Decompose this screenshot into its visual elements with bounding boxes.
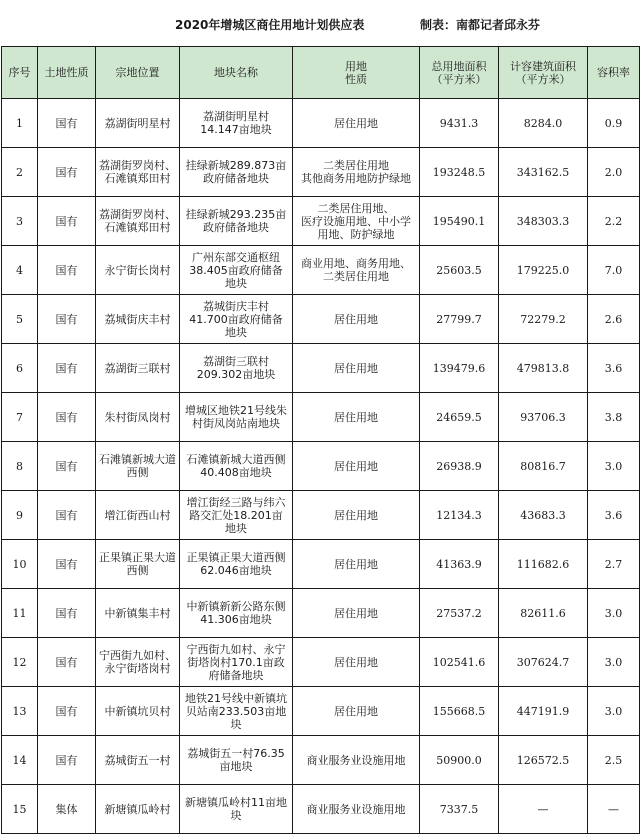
parcel-name-cell: 挂绿新城293.235亩 政府储备地块 — [180, 197, 293, 246]
floor-area-cell: — — [499, 785, 588, 834]
parcel-name-cell: 荔湖街三联村 209.302亩地块 — [180, 344, 293, 393]
parcel-location-cell: 荔城街五一村 — [96, 736, 180, 785]
land-use-cell: 居住用地 — [293, 491, 420, 540]
parcel-name-cell: 石滩镇新城大道西侧 40.408亩地块 — [180, 442, 293, 491]
table-row — [2, 344, 640, 393]
parcel-name-cell: 荔城街庆丰村 41.700亩政府储备 地块 — [180, 295, 293, 344]
table-row — [2, 148, 640, 197]
plot-ratio-cell: 3.0 — [588, 442, 640, 491]
floor-area-cell: 479813.8 — [499, 344, 588, 393]
table-row — [2, 687, 640, 736]
floor-area-cell: 43683.3 — [499, 491, 588, 540]
total-area-cell: 27537.2 — [420, 589, 499, 638]
row-number-cell: 12 — [2, 638, 38, 687]
land-nature-cell: 国有 — [38, 736, 96, 785]
table-row — [2, 99, 640, 148]
land-use-cell: 商业服务业设施用地 — [293, 736, 420, 785]
plot-ratio-cell: 3.0 — [588, 589, 640, 638]
parcel-name-cell: 宁西街九如村、永宁 街塔岗村170.1亩政 府储备地块 — [180, 638, 293, 687]
row-number-cell: 9 — [2, 491, 38, 540]
parcel-name-cell: 增城区地铁21号线朱 村街凤岗站南地块 — [180, 393, 293, 442]
land-use-cell: 居住用地 — [293, 344, 420, 393]
land-nature-cell: 国有 — [38, 491, 96, 540]
row-number-cell: 13 — [2, 687, 38, 736]
column-header: 容积率 — [588, 47, 640, 99]
row-number-cell: 11 — [2, 589, 38, 638]
land-use-cell: 二类居住用地 其他商务用地防护绿地 — [293, 148, 420, 197]
floor-area-cell: 447191.9 — [499, 687, 588, 736]
total-area-cell: 195490.1 — [420, 197, 499, 246]
table-row — [2, 638, 640, 687]
total-area-cell: 102541.6 — [420, 638, 499, 687]
floor-area-cell: 348303.3 — [499, 197, 588, 246]
total-area-cell: 50900.0 — [420, 736, 499, 785]
plot-ratio-cell: 2.0 — [588, 148, 640, 197]
plot-ratio-cell: 2.7 — [588, 540, 640, 589]
land-use-cell: 商业服务业设施用地 — [293, 785, 420, 834]
total-area-cell: 139479.6 — [420, 344, 499, 393]
row-number-cell: 5 — [2, 295, 38, 344]
column-header: 地块名称 — [180, 47, 293, 99]
row-number-cell: 14 — [2, 736, 38, 785]
table-row — [2, 442, 640, 491]
table-row — [2, 491, 640, 540]
table-row — [2, 589, 640, 638]
land-use-cell: 居住用地 — [293, 638, 420, 687]
title-bar — [0, 0, 640, 46]
land-nature-cell: 国有 — [38, 295, 96, 344]
row-number-cell: 6 — [2, 344, 38, 393]
parcel-location-cell: 荔城街庆丰村 — [96, 295, 180, 344]
land-nature-cell: 国有 — [38, 638, 96, 687]
parcel-location-cell: 荔湖街三联村 — [96, 344, 180, 393]
parcel-location-cell: 永宁街长岗村 — [96, 246, 180, 295]
floor-area-cell: 8284.0 — [499, 99, 588, 148]
total-area-cell: 12134.3 — [420, 491, 499, 540]
row-number-cell: 4 — [2, 246, 38, 295]
land-nature-cell: 国有 — [38, 148, 96, 197]
total-area-cell: 24659.5 — [420, 393, 499, 442]
parcel-location-cell: 宁西街九如村、 永宁街塔岗村 — [96, 638, 180, 687]
floor-area-cell: 111682.6 — [499, 540, 588, 589]
table-body — [2, 99, 640, 834]
plot-ratio-cell: 2.6 — [588, 295, 640, 344]
row-number-cell: 3 — [2, 197, 38, 246]
column-header: 宗地位置 — [96, 47, 180, 99]
land-nature-cell: 国有 — [38, 687, 96, 736]
table-row — [2, 246, 640, 295]
total-area-cell: 25603.5 — [420, 246, 499, 295]
total-area-cell: 9431.3 — [420, 99, 499, 148]
land-use-cell: 商业用地、商务用地、 二类居住用地 — [293, 246, 420, 295]
row-number-cell: 2 — [2, 148, 38, 197]
land-nature-cell: 国有 — [38, 344, 96, 393]
land-nature-cell: 国有 — [38, 589, 96, 638]
plot-ratio-cell: 3.6 — [588, 344, 640, 393]
plot-ratio-cell: 3.8 — [588, 393, 640, 442]
column-header: 计容建筑面积 （平方米） — [499, 47, 588, 99]
total-area-cell: 41363.9 — [420, 540, 499, 589]
land-nature-cell: 国有 — [38, 99, 96, 148]
table-title: 2020年增城区商住用地计划供应表 — [175, 18, 365, 32]
total-area-cell: 155668.5 — [420, 687, 499, 736]
parcel-name-cell: 挂绿新城289.873亩 政府储备地块 — [180, 148, 293, 197]
parcel-name-cell: 新塘镇瓜岭村11亩地 块 — [180, 785, 293, 834]
parcel-name-cell: 荔湖街明星村 14.147亩地块 — [180, 99, 293, 148]
plot-ratio-cell: 0.9 — [588, 99, 640, 148]
parcel-location-cell: 朱村街凤岗村 — [96, 393, 180, 442]
column-header: 土地性质 — [38, 47, 96, 99]
parcel-location-cell: 荔湖街罗岗村、 石滩镇郑田村 — [96, 197, 180, 246]
table-row — [2, 540, 640, 589]
plot-ratio-cell: 2.5 — [588, 736, 640, 785]
land-use-cell: 居住用地 — [293, 589, 420, 638]
land-nature-cell: 国有 — [38, 442, 96, 491]
total-area-cell: 27799.7 — [420, 295, 499, 344]
plot-ratio-cell: — — [588, 785, 640, 834]
floor-area-cell: 82611.6 — [499, 589, 588, 638]
plot-ratio-cell: 7.0 — [588, 246, 640, 295]
parcel-name-cell: 荔城街五一村76.35 亩地块 — [180, 736, 293, 785]
column-header: 总用地面积 （平方米） — [420, 47, 499, 99]
parcel-location-cell: 正果镇正果大道 西侧 — [96, 540, 180, 589]
total-area-cell: 193248.5 — [420, 148, 499, 197]
plot-ratio-cell: 3.6 — [588, 491, 640, 540]
table-row — [2, 736, 640, 785]
land-use-cell: 居住用地 — [293, 99, 420, 148]
total-area-cell: 7337.5 — [420, 785, 499, 834]
floor-area-cell: 93706.3 — [499, 393, 588, 442]
parcel-name-cell: 增江街经三路与纬六 路交汇处18.201亩 地块 — [180, 491, 293, 540]
parcel-location-cell: 荔湖街明星村 — [96, 99, 180, 148]
parcel-name-cell: 正果镇正果大道西侧 62.046亩地块 — [180, 540, 293, 589]
table-author: 制表：南都记者邱永芬 — [420, 18, 541, 32]
parcel-name-cell: 广州东部交通枢纽 38.405亩政府储备 地块 — [180, 246, 293, 295]
table-row — [2, 295, 640, 344]
floor-area-cell: 307624.7 — [499, 638, 588, 687]
land-use-cell: 居住用地 — [293, 687, 420, 736]
floor-area-cell: 343162.5 — [499, 148, 588, 197]
row-number-cell: 10 — [2, 540, 38, 589]
parcel-location-cell: 石滩镇新城大道 西侧 — [96, 442, 180, 491]
parcel-location-cell: 新塘镇瓜岭村 — [96, 785, 180, 834]
parcel-location-cell: 中新镇集丰村 — [96, 589, 180, 638]
row-number-cell: 1 — [2, 99, 38, 148]
plot-ratio-cell: 3.0 — [588, 687, 640, 736]
column-header: 用地 性质 — [293, 47, 420, 99]
floor-area-cell: 179225.0 — [499, 246, 588, 295]
row-number-cell: 7 — [2, 393, 38, 442]
land-nature-cell: 国有 — [38, 197, 96, 246]
land-use-cell: 居住用地 — [293, 393, 420, 442]
land-supply-table — [1, 46, 640, 834]
plot-ratio-cell: 2.2 — [588, 197, 640, 246]
land-nature-cell: 国有 — [38, 246, 96, 295]
parcel-name-cell: 中新镇新新公路东侧 41.306亩地块 — [180, 589, 293, 638]
land-use-cell: 居住用地 — [293, 442, 420, 491]
land-use-cell: 居住用地 — [293, 540, 420, 589]
land-nature-cell: 集体 — [38, 785, 96, 834]
parcel-name-cell: 地铁21号线中新镇坑 贝站南233.503亩地 块 — [180, 687, 293, 736]
floor-area-cell: 80816.7 — [499, 442, 588, 491]
land-nature-cell: 国有 — [38, 540, 96, 589]
plot-ratio-cell: 3.0 — [588, 638, 640, 687]
row-number-cell: 8 — [2, 442, 38, 491]
table-row — [2, 197, 640, 246]
land-nature-cell: 国有 — [38, 393, 96, 442]
table-header-row — [2, 47, 640, 99]
floor-area-cell: 126572.5 — [499, 736, 588, 785]
parcel-location-cell: 增江街西山村 — [96, 491, 180, 540]
parcel-location-cell: 荔湖街罗岗村、 石滩镇郑田村 — [96, 148, 180, 197]
land-use-cell: 二类居住用地、 医疗设施用地、中小学 用地、防护绿地 — [293, 197, 420, 246]
row-number-cell: 15 — [2, 785, 38, 834]
table-row — [2, 393, 640, 442]
column-header: 序号 — [2, 47, 38, 99]
floor-area-cell: 72279.2 — [499, 295, 588, 344]
parcel-location-cell: 中新镇坑贝村 — [96, 687, 180, 736]
total-area-cell: 26938.9 — [420, 442, 499, 491]
table-row — [2, 785, 640, 834]
land-use-cell: 居住用地 — [293, 295, 420, 344]
